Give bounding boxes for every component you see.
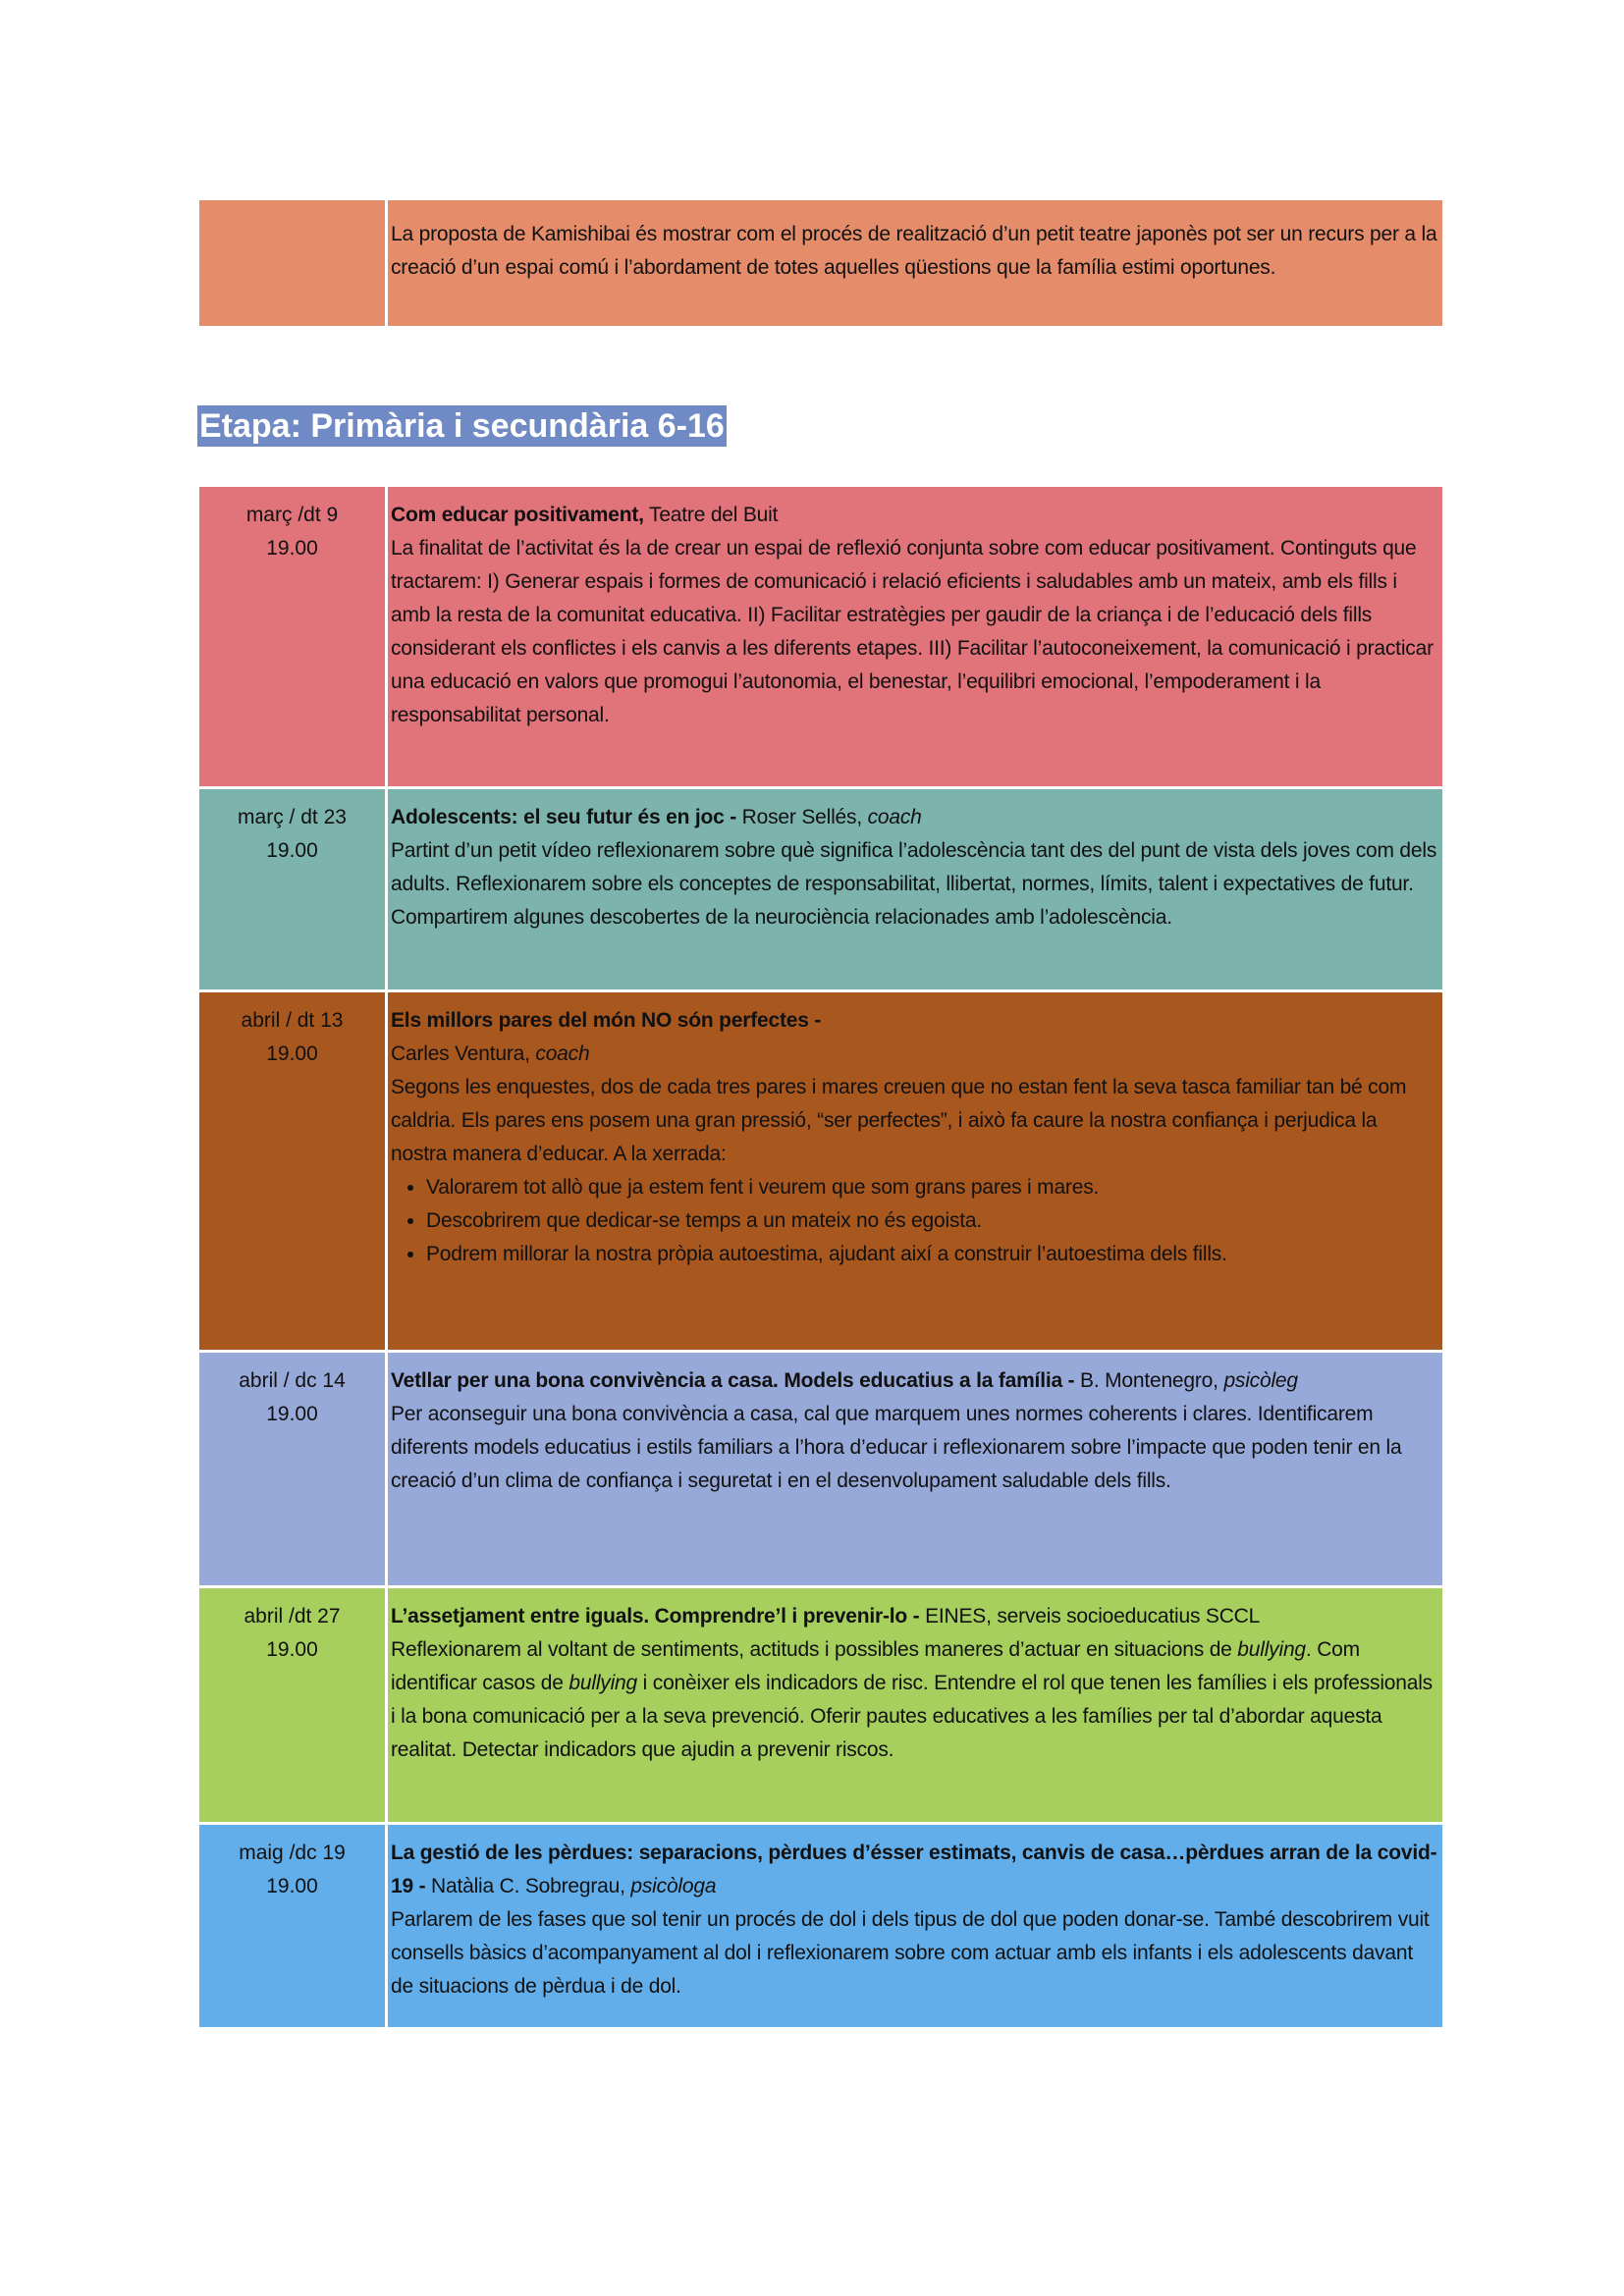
session-details: [388, 1588, 1442, 1822]
session-title: La gestió de les pèrdues: separacions, pèrdues d’ésser estimats, canvis de casa…pèrdues arran de la covid-19 -: [391, 1842, 1437, 1897]
session-details: [388, 1353, 1442, 1585]
session-role: coach: [535, 1042, 590, 1065]
session-date: maig /dc 19: [239, 1842, 346, 1864]
session-date-cell: [199, 789, 388, 989]
bullet-list: [391, 1171, 1438, 1271]
emphasis: bullying: [1237, 1638, 1306, 1661]
session-date-cell: [199, 487, 388, 786]
sessions-table: [199, 487, 1442, 2030]
bullet-item: • Descobrirem que dedicar-se temps a un mateix no és egoista.: [426, 1204, 1438, 1238]
emphasis: bullying: [568, 1672, 638, 1694]
intro-table: [199, 200, 1442, 329]
session-date-cell: [199, 1353, 388, 1585]
text-part: Reflexionarem al voltant de sentiments, actituds i possibles maneres d’actuar en situacions de: [391, 1638, 1238, 1661]
session-role: psicòloga: [630, 1875, 717, 1897]
session-title: Com educar positivament,: [391, 504, 644, 526]
session-speaker: EINES, serveis socioeducatius SCCL: [925, 1605, 1261, 1628]
session-description: Segons les enquestes, dos de cada tres pares i mares creuen que no estan fent la seva tasca familiar tan bé com caldria. Els pares ens posem una gran pressió, “ser perfectes”, i això fa caure la nostra confiança i perjudica la nostra manera d’educar. A la xerrada:: [391, 1076, 1407, 1165]
session-title: Els millors pares del món NO són perfectes -: [391, 1009, 822, 1032]
session-description: [391, 1633, 1438, 1767]
session-details: [388, 789, 1442, 989]
session-title: Adolescents: el seu futur és en joc -: [391, 806, 737, 828]
session-date-cell: [199, 1588, 388, 1822]
session-date: març / dt 23: [238, 806, 347, 828]
session-time: 19.00: [266, 1042, 318, 1065]
session-date: abril / dt 13: [241, 1009, 344, 1032]
session-speaker: Carles Ventura,: [391, 1042, 536, 1065]
session-description: La finalitat de l’activitat és la de crear un espai de reflexió conjunta sobre com educar positivament. Continguts que tractarem: I) Generar espais i formes de comunicació i relació eficients i saludables amb un mateix, amb els fills i amb la resta de la comunitat educativa. II) Facilitar estratègies per gaudir de la criança i de l’educació dels fills considerant els conflictes i els canvis a les diferents etapes. III) Facilitar l’autoconeixement, la comunicació i practicar una educació en valors que promogui l’autonomia, el benestar, l’equilibri emocional, l’empoderament i la responsabilitat personal.: [391, 537, 1434, 726]
session-date-cell: [199, 1825, 388, 2027]
session-details: [388, 992, 1442, 1350]
session-time: 19.00: [266, 839, 318, 862]
session-title: L’assetjament entre iguals. Comprendre’l i prevenir-lo -: [391, 1605, 926, 1628]
session-row: [199, 992, 1442, 1353]
session-description: Partint d’un petit vídeo reflexionarem sobre què significa l’adolescència tant des del punt de vista dels joves com dels adults. Reflexionarem sobre els conceptes de responsabilitat, llibertat, normes, límits, talent i expectatives de futur. Compartirem algunes descobertes de la neurociència relacionades amb l’adolescència.: [391, 839, 1437, 929]
session-row: [199, 1588, 1442, 1825]
session-date: abril / dc 14: [239, 1369, 346, 1392]
session-details: [388, 1825, 1442, 2027]
session-date: abril /dt 27: [244, 1605, 341, 1628]
session-time: 19.00: [266, 1638, 318, 1661]
session-speaker: Teatre del Buit: [643, 504, 779, 526]
session-time: 19.00: [266, 537, 318, 560]
session-role: coach: [867, 806, 922, 828]
session-speaker: Natàlia C. Sobregrau,: [431, 1875, 631, 1897]
text-part: i conèixer els indicadors de risc. Entendre el rol que tenen les famílies i els professionals i la bona comunicació per a la seva prevenció. Oferir pautes educatives a les famílies per tal d’abordar aquesta realitat. Detectar indicadors que ajudin a prevenir riscos.: [391, 1672, 1433, 1761]
bullet-item: • Podrem millorar la nostra pròpia autoestima, ajudant així a construir l’autoestima dels fills.: [426, 1238, 1438, 1271]
session-role: psicòleg: [1223, 1369, 1298, 1392]
session-row: [199, 789, 1442, 992]
intro-date-cell: [199, 200, 388, 326]
session-time: 19.00: [266, 1875, 318, 1897]
intro-row: [199, 200, 1442, 329]
session-title: Vetllar per una bona convivència a casa. Models educatius a la família -: [391, 1369, 1081, 1392]
session-row: [199, 1825, 1442, 2030]
intro-text: La proposta de Kamishibai és mostrar com el procés de realització d’un petit teatre japonès pot ser un recurs per a la creació d’un espai comú i l’abordament de totes aquelles qüestions que la família estimi oportunes.: [391, 223, 1437, 279]
session-description: Per aconseguir una bona convivència a casa, cal que marquem unes normes coherents i clares. Identificarem diferents models educatius i estils familiars a l’hora d’educar i reflexionarem sobre l’impacte que poden tenir en la creació d’un clima de confiança i seguretat i en el desenvolupament saludable dels fills.: [391, 1403, 1402, 1492]
section-heading: Etapa: Primària i secundària 6-16: [199, 407, 725, 445]
session-time: 19.00: [266, 1403, 318, 1425]
session-description: Parlarem de les fases que sol tenir un procés de dol i dels tipus de dol que poden donar-se. També descobrirem vuit consells bàsics d’acompanyament al dol i reflexionarem sobre com actuar amb els infants i els adolescents davant de situacions de pèrdua i de dol.: [391, 1908, 1430, 1998]
session-details: [388, 487, 1442, 786]
session-row: [199, 1353, 1442, 1588]
session-row: [199, 487, 1442, 789]
session-speaker: B. Montenegro,: [1080, 1369, 1224, 1392]
text-part: . Com identificar casos de: [391, 1638, 1360, 1694]
session-date: març /dt 9: [245, 504, 339, 526]
bullet-item: • Valorarem tot allò que ja estem fent i veurem que som grans pares i mares.: [426, 1171, 1438, 1204]
session-date-cell: [199, 992, 388, 1350]
session-speaker: Roser Sellés,: [736, 806, 868, 828]
